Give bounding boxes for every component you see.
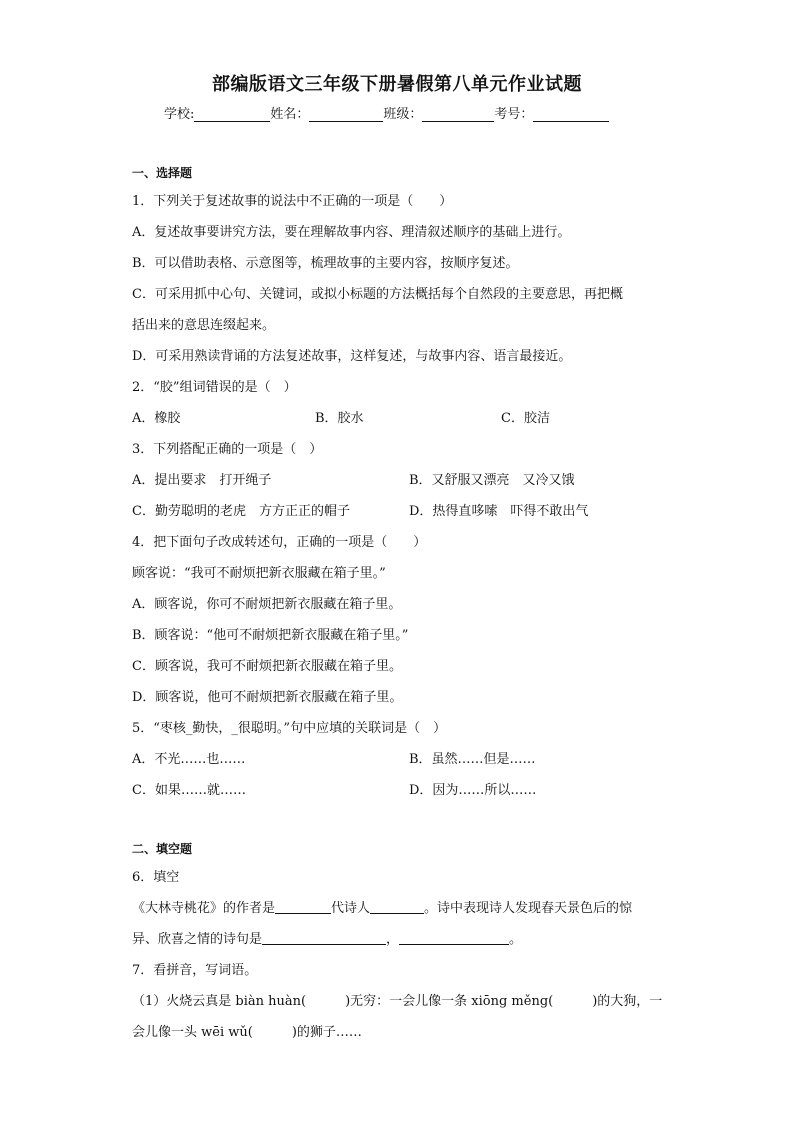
question-3-stem: 3．下列搭配正确的一项是（ ） [132, 442, 323, 457]
question-1-option-d: D．可采用熟读背诵的方法复述故事，这样复述，与故事内容、语言最接近。 [132, 349, 572, 364]
question-1-option-a: A．复述故事要讲究方法，要在理解故事内容、理清叙述顺序的基础上进行。 [132, 225, 571, 240]
poem-line-blank-1[interactable] [262, 930, 386, 945]
question-5-stem: 5．“枣核_勤快，_很聪明。”句中应填的关联词是（ ） [132, 721, 447, 736]
poet-name-blank[interactable] [370, 899, 424, 914]
question-3-options-row2 [132, 496, 672, 527]
class-field[interactable] [422, 107, 494, 122]
student-info-row [164, 103, 609, 122]
question-4-option-d: D．顾客说，他可不耐烦把新衣服藏在箱子里。 [132, 690, 403, 705]
question-2-option-b: B．胶水 [315, 411, 364, 426]
exam-content [132, 160, 672, 1048]
question-3-option-a: A．提出要求 打开绳子 [132, 473, 272, 488]
question-5-option-c: C．如果……就…… [132, 783, 246, 798]
name-field[interactable] [309, 107, 383, 122]
question-3-option-b: B．又舒服又漂亮 又冷又饿 [409, 473, 575, 488]
author-dynasty-blank[interactable] [275, 899, 331, 914]
question-6-text-e: ， [386, 932, 400, 947]
question-6-text-c: 。诗中表现诗人发现春天景色后的惊 [424, 901, 633, 916]
section-title-choice: 一、选择题 [132, 166, 193, 180]
question-1-stem: 1．下列关于复述故事的说法中不正确的一项是（ ） [132, 194, 453, 209]
number-label: 考号： [494, 107, 534, 122]
question-6-line1 [132, 893, 672, 924]
class-label: 班级： [383, 107, 423, 122]
question-3-option-c: C．勤劳聪明的老虎 方方正正的帽子 [132, 504, 350, 519]
name-label: 姓名： [270, 107, 310, 122]
number-field[interactable] [533, 107, 609, 122]
question-5-options-row1 [132, 744, 672, 775]
question-7-line1: （1）火烧云真是 biàn huàn( )无穷：一会儿像一条 xiōng měng( )的大狗，一 [132, 994, 663, 1009]
question-4-option-c: C．顾客说，我可不耐烦把新衣服藏在箱子里。 [132, 659, 402, 674]
question-6-stem: 6．填空 [132, 870, 180, 885]
question-5-options-row2 [132, 775, 672, 806]
question-6-text-b: 代诗人 [331, 901, 371, 916]
question-5-option-a: A．不光……也…… [132, 752, 246, 767]
question-4-quote: 顾客说：“我可不耐烦把新衣服藏在箱子里。” [132, 566, 386, 581]
question-7-stem: 7．看拼音，写词语。 [132, 963, 258, 978]
question-5-option-d: D．因为……所以…… [409, 783, 537, 798]
question-4-option-a: A．顾客说，你可不耐烦把新衣服藏在箱子里。 [132, 597, 402, 612]
section-title-fill: 二、填空题 [132, 842, 193, 856]
page-title: 部编版语文三年级下册暑假第八单元作业试题 [212, 74, 582, 95]
question-2-option-a: A．橡胶 [132, 411, 181, 426]
question-1-option-c-line2: 括出来的意思连缀起来。 [132, 318, 276, 333]
question-4-option-b: B．顾客说：“他可不耐烦把新衣服藏在箱子里。” [132, 628, 409, 643]
question-1-option-c-line1: C．可采用抓中心句、关键词，或拟小标题的方法概括每个自然段的主要意思，再把概 [132, 287, 623, 302]
question-2-option-c: C．胶洁 [501, 411, 550, 426]
question-2-stem: 2．“胶”组词错误的是（ ） [132, 380, 297, 395]
question-3-option-d: D．热得直哆嗦 吓得不敢出气 [409, 504, 589, 519]
question-6-line2 [132, 924, 672, 955]
question-1-option-b: B．可以借助表格、示意图等，梳理故事的主要内容，按顺序复述。 [132, 256, 519, 271]
question-3-options-row1 [132, 465, 672, 496]
question-6-text-a: 《大林寺桃花》的作者是 [132, 901, 276, 916]
question-4-stem: 4．把下面句子改成转述句，正确的一项是（ ） [132, 535, 427, 550]
section-spacer [132, 806, 672, 836]
question-6-text-f: 。 [509, 932, 523, 947]
question-2-options [132, 403, 672, 434]
poem-line-blank-2[interactable] [399, 930, 509, 945]
question-7-line2: 会儿像一头 wēi wǔ( )的狮子…… [132, 1025, 362, 1040]
question-6-text-d: 异、欣喜之情的诗句是 [132, 932, 263, 947]
question-5-option-b: B．虽然……但是…… [409, 752, 536, 767]
school-field[interactable] [194, 107, 270, 122]
school-label: 学校: [164, 107, 195, 122]
